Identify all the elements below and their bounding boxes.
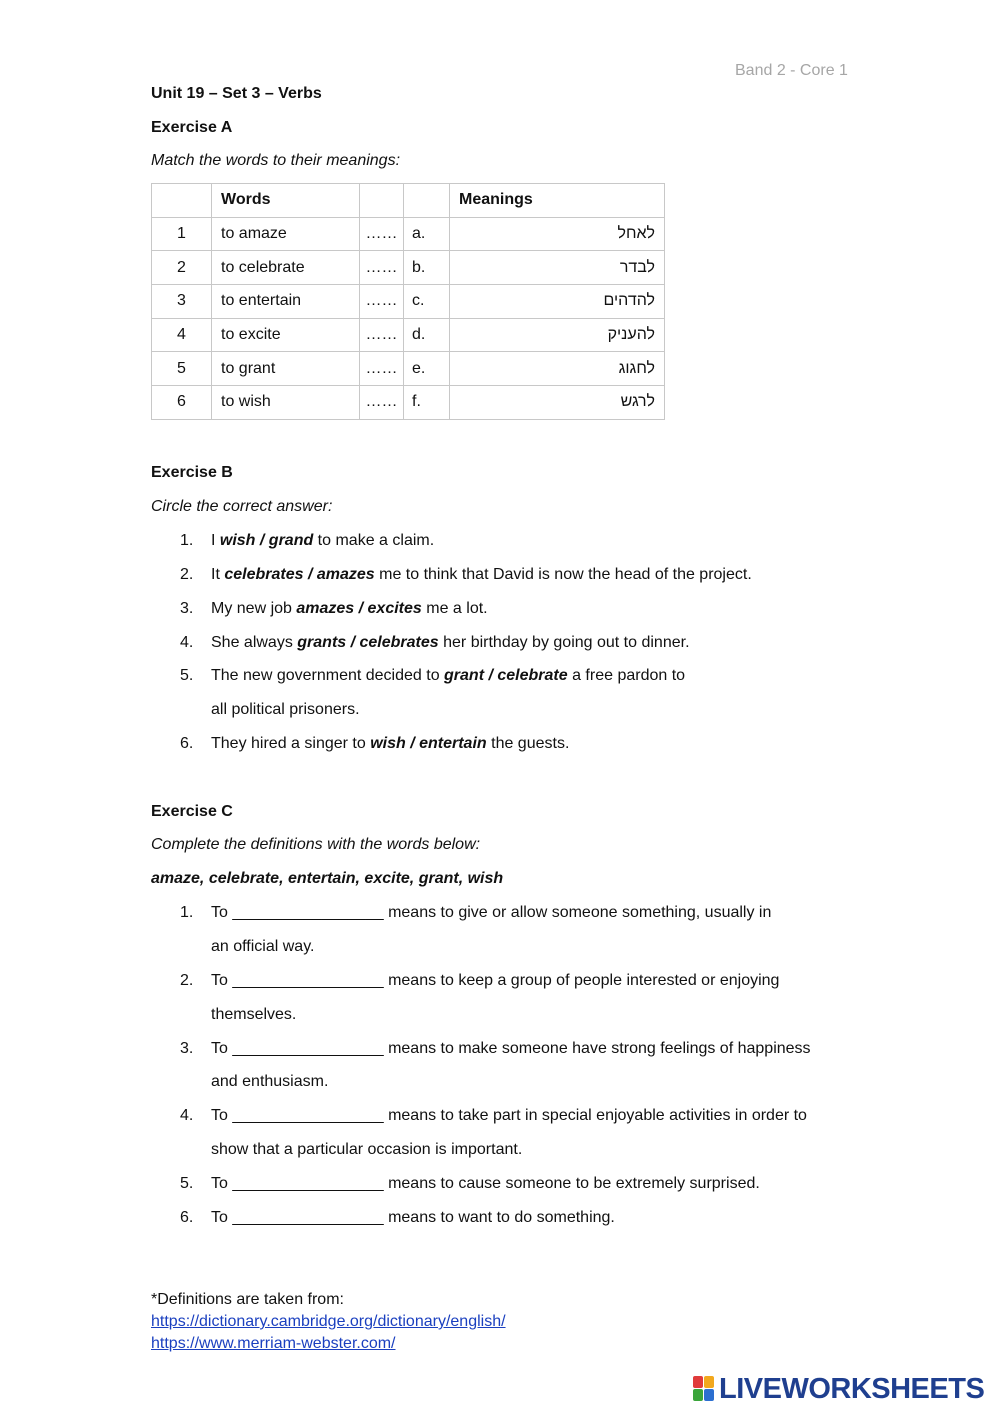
item-number: 5. [180,1175,194,1192]
table-row [152,386,665,420]
list-item: It celebrates / amazes me to think that David is now the head of the project. [211,566,752,583]
list-item: They hired a singer to wish / entertain the guests. [211,735,570,752]
definition-continuation: and enthusiasm. [211,1073,329,1090]
table-header-row [152,184,665,218]
exercise-b-title: Exercise B [151,464,233,481]
matching-table [151,183,665,420]
exercise-a-instruction: Match the words to their meanings: [151,152,401,169]
answer-choice[interactable]: celebrates / amazes [224,566,375,583]
definition-item[interactable]: To _________________ means to give or allow someone something, usually in [211,904,772,921]
row-word: to entertain [212,285,360,319]
answer-choice[interactable]: grant / celebrate [444,667,568,684]
item-number: 6. [180,1209,194,1226]
definition-continuation: an official way. [211,938,315,955]
answer-blank[interactable]: …… [360,251,404,285]
definition-item[interactable]: To _________________ means to make someone have strong feelings of happiness [211,1040,811,1057]
answer-blank[interactable]: …… [360,386,404,420]
unit-title: Unit 19 – Set 3 – Verbs [151,85,322,102]
item-number: 2. [180,566,194,583]
table-row [152,217,665,251]
row-meaning: להדהים [450,285,665,319]
answer-choice[interactable]: wish / entertain [370,735,487,752]
item-number: 2. [180,972,194,989]
list-item: My new job amazes / excites me a lot. [211,600,488,617]
cambridge-link[interactable]: https://dictionary.cambridge.org/dictionary/english/ [151,1313,506,1330]
row-word: to excite [212,318,360,352]
row-letter: a. [404,217,450,251]
row-meaning: לאחל [450,217,665,251]
item-number: 6. [180,735,194,752]
liveworksheets-logo [693,1374,984,1404]
logo-text: LIVEWORKSHEETS [719,1373,985,1405]
answer-blank[interactable]: …… [360,352,404,386]
row-number: 6 [152,386,212,420]
exercise-a-title: Exercise A [151,119,233,136]
row-number: 1 [152,217,212,251]
list-item: She always grants / celebrates her birthday by going out to dinner. [211,634,690,651]
item-number: 1. [180,532,194,549]
table-row [152,352,665,386]
row-number: 5 [152,352,212,386]
row-meaning: להעניק [450,318,665,352]
definition-continuation: show that a particular occasion is important. [211,1141,523,1158]
header-meanings: Meanings [450,184,665,218]
item-number: 1. [180,904,194,921]
list-item-continuation: all political prisoners. [211,701,360,718]
logo-icon [693,1376,715,1402]
definition-item[interactable]: To _________________ means to keep a group of people interested or enjoying [211,972,780,989]
definition-item[interactable]: To _________________ means to take part in special enjoyable activities in order to [211,1107,807,1124]
answer-blank[interactable]: …… [360,217,404,251]
row-meaning: לבדר [450,251,665,285]
row-letter: b. [404,251,450,285]
row-letter: f. [404,386,450,420]
row-number: 3 [152,285,212,319]
row-letter: e. [404,352,450,386]
definition-item[interactable]: To _________________ means to want to do something. [211,1209,615,1226]
answer-choice[interactable]: wish / grand [219,532,314,549]
row-letter: d. [404,318,450,352]
merriam-webster-link[interactable]: https://www.merriam-webster.com/ [151,1335,396,1352]
row-word: to wish [212,386,360,420]
table-row [152,251,665,285]
answer-choice[interactable]: amazes / excites [296,600,422,617]
row-letter: c. [404,285,450,319]
row-word: to celebrate [212,251,360,285]
sources-note: *Definitions are taken from: [151,1291,344,1308]
row-word: to amaze [212,217,360,251]
row-meaning: לרגש [450,386,665,420]
item-number: 4. [180,634,194,651]
exercise-b-instruction: Circle the correct answer: [151,498,333,515]
row-meaning: לחגוג [450,352,665,386]
list-item: I wish / grand to make a claim. [211,532,435,549]
answer-blank[interactable]: …… [360,285,404,319]
answer-blank[interactable]: …… [360,318,404,352]
definition-item[interactable]: To _________________ means to cause someone to be extremely surprised. [211,1175,760,1192]
header-words: Words [212,184,360,218]
item-number: 5. [180,667,194,684]
item-number: 3. [180,600,194,617]
word-bank: amaze, celebrate, entertain, excite, grant, wish [151,870,504,887]
definition-continuation: themselves. [211,1006,297,1023]
list-item: The new government decided to grant / celebrate a free pardon to [211,667,686,684]
row-number: 2 [152,251,212,285]
table-row [152,318,665,352]
exercise-c-title: Exercise C [151,803,233,820]
exercise-c-instruction: Complete the definitions with the words below: [151,836,481,853]
band-label: Band 2 - Core 1 [735,62,848,79]
row-number: 4 [152,318,212,352]
item-number: 4. [180,1107,194,1124]
answer-choice[interactable]: grants / celebrates [297,634,439,651]
item-number: 3. [180,1040,194,1057]
row-word: to grant [212,352,360,386]
table-row [152,285,665,319]
